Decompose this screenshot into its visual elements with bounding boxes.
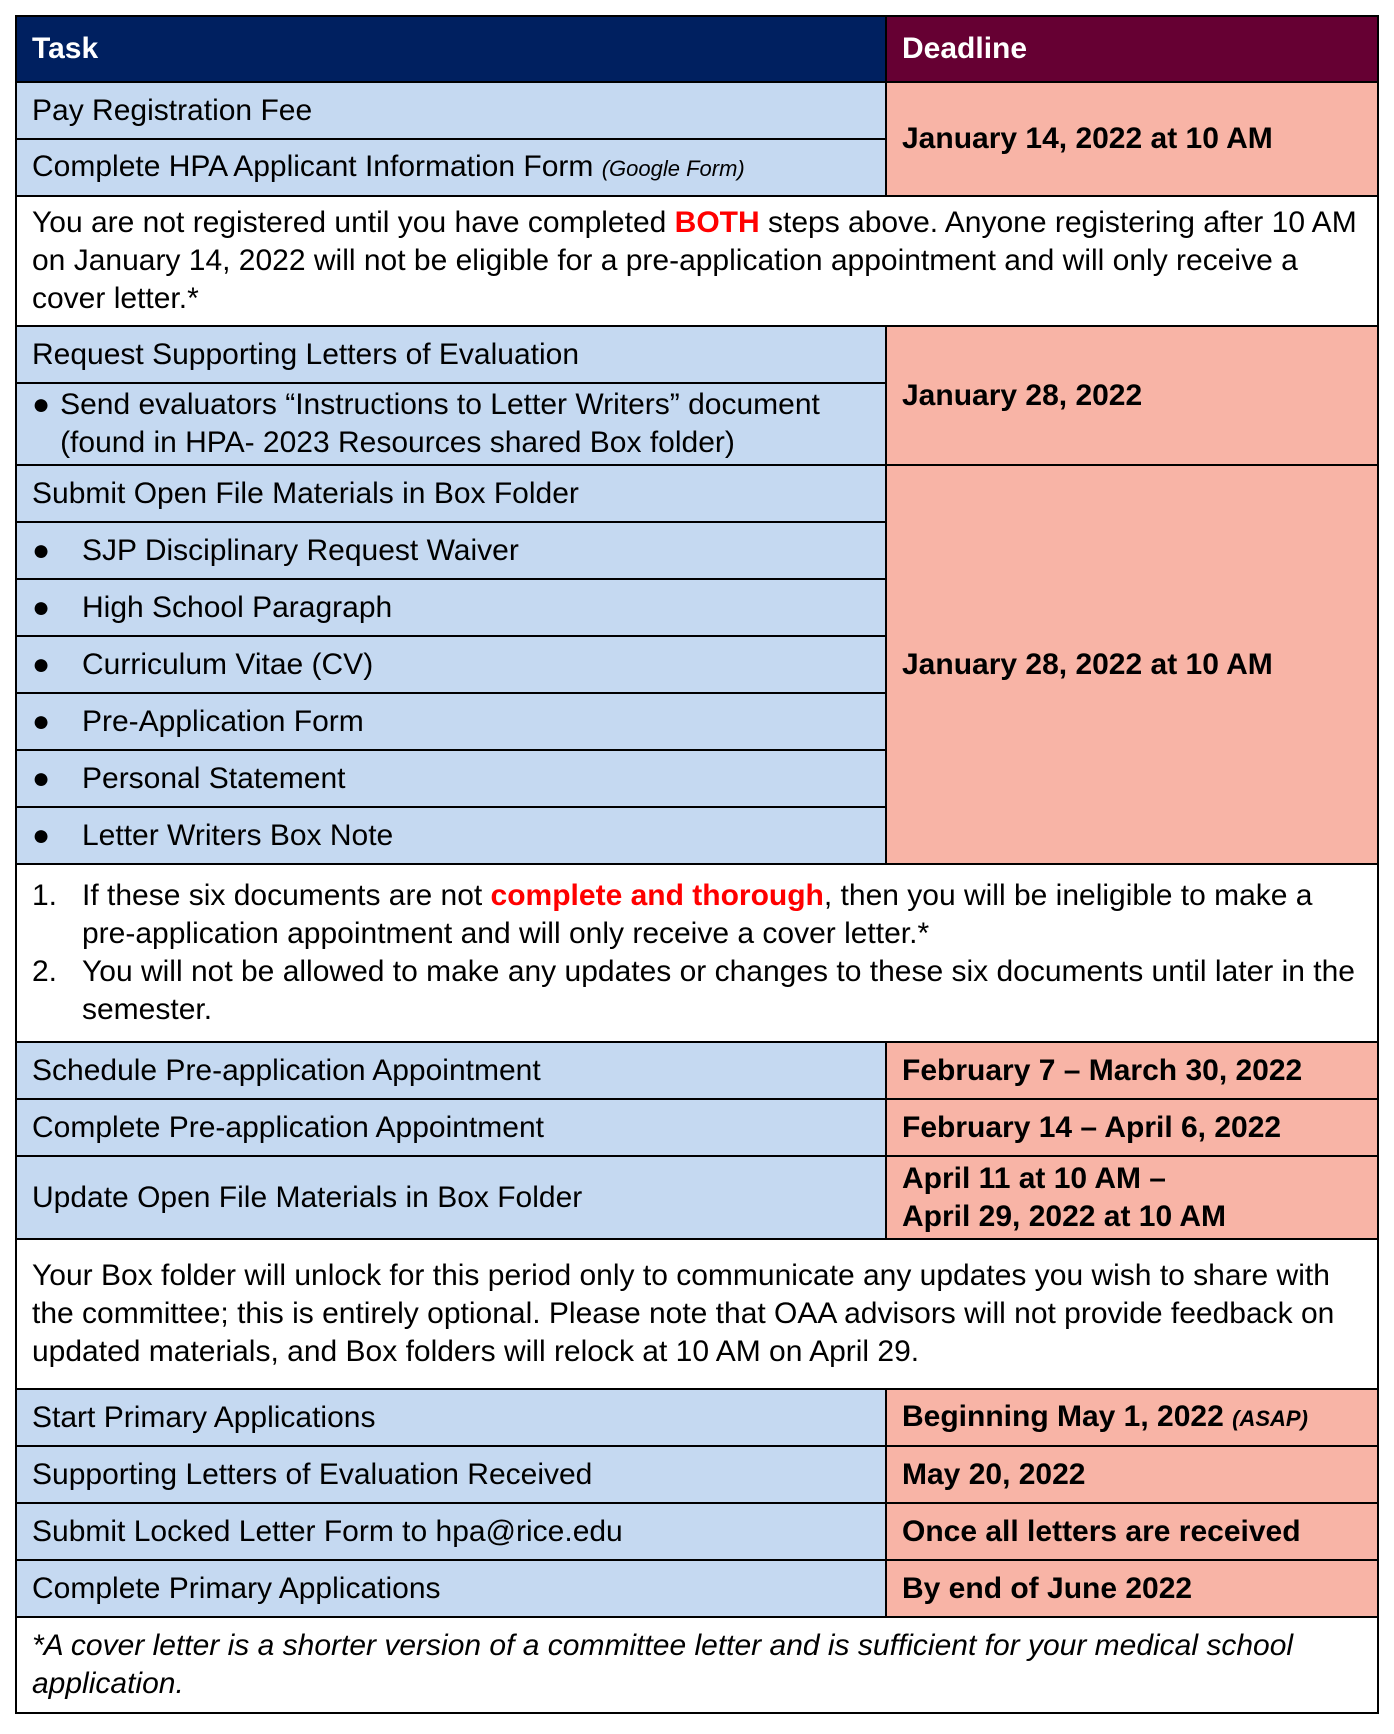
bullet-cell [16,636,886,693]
deadline-cell: January 14, 2022 at 10 AM [886,82,1378,196]
deadline-text: Beginning May 1, 2022 [902,1399,1224,1433]
note-text: , then you will be ineligible to make a pre-application appointment and will only receive a cover letter.* [82,879,1313,950]
bullet-text: Send evaluators “Instructions to Letter Writers” document (found in HPA- 2023 Resources shared Box folder) [60,388,820,459]
task-cell: Schedule Pre-application Appointment [16,1042,886,1099]
task-cell: Request Supporting Letters of Evaluation [16,326,886,383]
bullet-icon: ● [32,704,51,738]
table-row [16,1560,1378,1617]
note-row [16,196,1378,326]
bullet-text: High School Paragraph [82,590,393,624]
task-cell: Complete Primary Applications [16,1560,886,1617]
note-row [16,864,1378,1042]
materials-note [16,864,1378,1042]
bullet-cell [16,807,886,864]
table-row [16,1446,1378,1503]
bullet-cell [16,693,886,750]
bullet-icon: ● [32,388,51,421]
deadline-cell: January 28, 2022 [886,326,1378,465]
note-text: You are not registered until you have completed [32,206,675,239]
deadline-cell: February 7 – March 30, 2022 [886,1042,1378,1099]
deadline-cell: May 20, 2022 [886,1446,1378,1503]
deadline-cell: By end of June 2022 [886,1560,1378,1617]
deadline-cell: Once all letters are received [886,1503,1378,1560]
table-row [16,1099,1378,1156]
task-label: Complete HPA Applicant Information Form [32,149,594,183]
deadline-line: April 11 at 10 AM – [902,1161,1166,1195]
note-number: 2. [32,955,58,988]
bullet-text: SJP Disciplinary Request Waiver [82,533,519,567]
task-column-header: Task [16,16,886,82]
task-cell: Complete Pre-application Appointment [16,1099,886,1156]
table-row [16,1042,1378,1099]
bullet-text: Personal Statement [82,761,346,795]
deadline-cell [886,1389,1378,1446]
bullet-cell [16,579,886,636]
bullet-cell [16,383,886,465]
table-row [16,82,1378,139]
task-cell [16,139,886,196]
bullet-text: Letter Writers Box Note [82,818,394,852]
note-emphasis: complete and thorough [490,879,824,912]
table-row [16,1156,1378,1239]
bullet-icon: ● [32,590,51,624]
bullet-icon: ● [32,818,51,852]
deadline-column-header: Deadline [886,16,1378,82]
task-cell: Supporting Letters of Evaluation Received [16,1446,886,1503]
task-note: (Google Form) [601,155,745,181]
note-text: If these six documents are not [82,879,491,912]
table-row [16,326,1378,383]
note-text: steps above. Anyone registering after 10 AM on January 14, 2022 will not be eligible for a pre-application appointment and will only receive a cover letter.* [32,206,1357,315]
update-note: Your Box folder will unlock for this period only to communicate any updates you wish to share with the committee; this is entirely optional. Please note that OAA advisors will not provide feedback on updated materials, and Box folders will relock at 10 AM on April 29. [16,1239,1378,1389]
task-cell: Submit Locked Letter Form to hpa@rice.edu [16,1503,886,1560]
note-row [16,1239,1378,1389]
schedule-table [15,15,1379,1714]
bullet-cell [16,750,886,807]
bullet-icon: ● [32,533,51,567]
footnote: *A cover letter is a shorter version of a committee letter and is sufficient for your medical school application. [16,1617,1378,1713]
note-emphasis: BOTH [674,206,760,239]
bullet-icon: ● [32,761,51,795]
task-cell: Pay Registration Fee [16,82,886,139]
task-cell: Update Open File Materials in Box Folder [16,1156,886,1239]
task-cell: Submit Open File Materials in Box Folder [16,465,886,522]
table-row [16,465,1378,522]
note-text: You will not be allowed to make any updates or changes to these six documents until later in the semester. [82,955,1355,1026]
deadline-line: April 29, 2022 at 10 AM [902,1199,1227,1233]
bullet-icon: ● [32,647,51,681]
table-row [16,1389,1378,1446]
registration-note [16,196,1378,326]
task-cell: Start Primary Applications [16,1389,886,1446]
deadline-note: (ASAP) [1232,1405,1308,1431]
header-row [16,16,1378,82]
bullet-text: Pre-Application Form [82,704,364,738]
deadline-cell [886,1156,1378,1239]
note-number: 1. [32,879,58,912]
deadline-cell: January 28, 2022 at 10 AM [886,465,1378,864]
note-row [16,1617,1378,1713]
bullet-cell [16,522,886,579]
deadline-cell: February 14 – April 6, 2022 [886,1099,1378,1156]
table-row [16,1503,1378,1560]
bullet-text: Curriculum Vitae (CV) [82,647,374,681]
